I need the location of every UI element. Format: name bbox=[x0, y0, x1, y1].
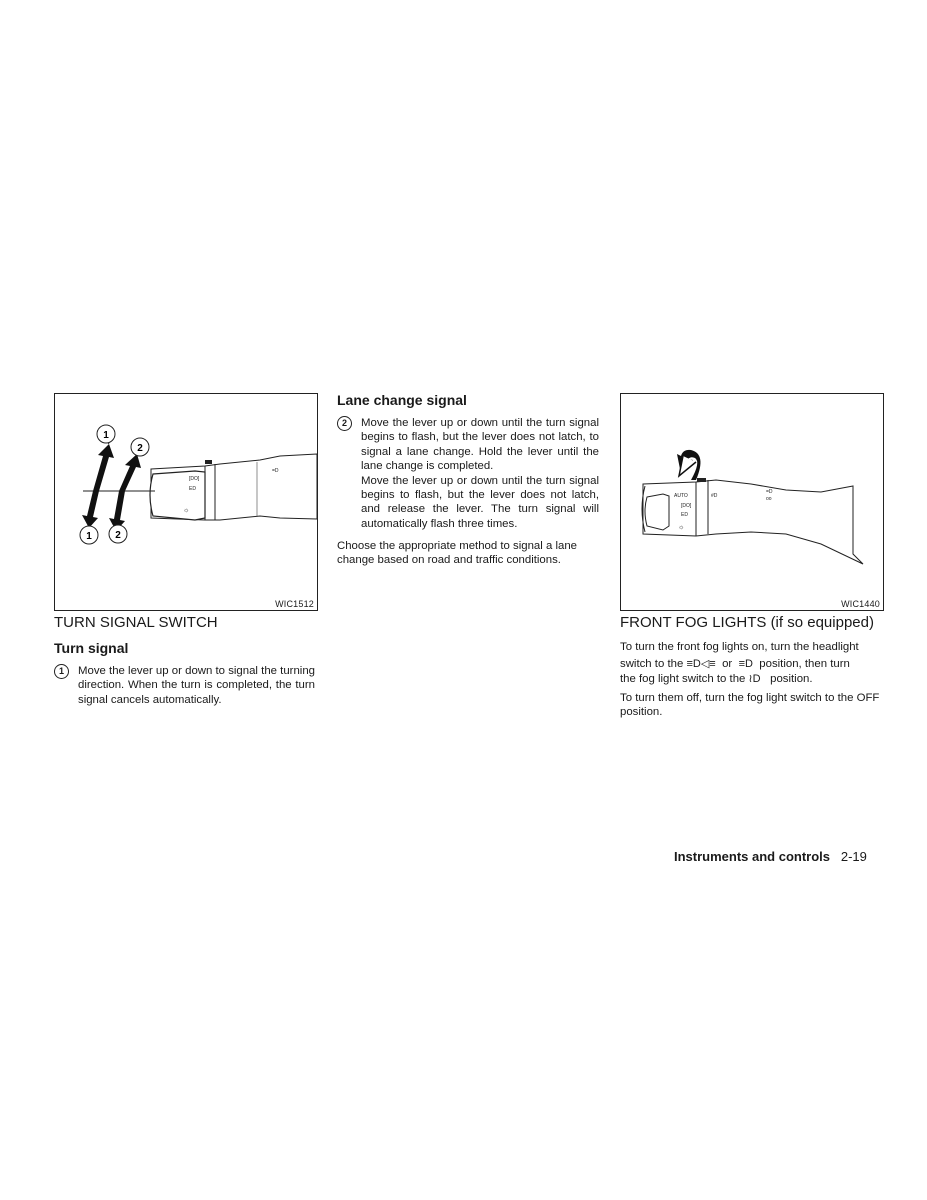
fog-on-line-1: To turn the front fog lights on, turn the headlight bbox=[620, 641, 859, 653]
svg-text:#D: #D bbox=[711, 493, 718, 499]
svg-text:oo: oo bbox=[766, 496, 772, 502]
footer-section-title: Instruments and controls bbox=[674, 849, 831, 864]
turn-signal-step-text: Move the lever up or down to signal the turning direction. When the turn is completed, the turn signal cancels automatically. bbox=[78, 665, 315, 706]
turn-signal-step bbox=[54, 664, 315, 707]
lane-change-subheading: Lane change signal bbox=[337, 392, 467, 408]
turn-signal-lever-illustration bbox=[55, 394, 317, 610]
lane-change-step bbox=[337, 416, 599, 531]
fog-on-text-switch: switch to the bbox=[620, 658, 684, 671]
fog-light-icon: ≀D bbox=[748, 672, 761, 685]
turn-signal-switch-heading: TURN SIGNAL SWITCH bbox=[54, 614, 218, 631]
fog-on-text-position: position. bbox=[770, 672, 813, 685]
fog-on-text-or: or bbox=[722, 658, 733, 671]
svg-text:ED: ED bbox=[681, 512, 688, 518]
page-footer bbox=[674, 849, 867, 864]
headlight-icon: ≡D◁≡ bbox=[686, 658, 716, 671]
fog-light-lever-illustration bbox=[621, 394, 883, 610]
lane-change-step-text-1: Move the lever up or down until the turn signal begins to flash, but the lever does not latch, to signal a lane change. Hold the lever until the lane change is completed. bbox=[361, 417, 599, 473]
step-number-badge: 1 bbox=[54, 664, 69, 679]
fog-on-paragraph bbox=[620, 640, 882, 686]
fog-on-text-fog-switch: the fog light switch to the bbox=[620, 672, 746, 685]
fog-on-text-then: position, then turn bbox=[759, 658, 850, 671]
low-beam-icon: ≡D bbox=[738, 658, 753, 671]
svg-text:[DO]: [DO] bbox=[681, 503, 692, 509]
front-fog-lights-heading: FRONT FOG LIGHTS (if so equipped) bbox=[620, 614, 874, 631]
step-number-badge: 2 bbox=[337, 416, 352, 431]
turn-signal-figure bbox=[54, 393, 318, 611]
svg-text:[DO]: [DO] bbox=[189, 476, 200, 482]
figure-code: WIC1440 bbox=[841, 599, 880, 609]
svg-text:2: 2 bbox=[115, 530, 121, 541]
svg-text:☼: ☼ bbox=[678, 524, 685, 531]
fog-off-paragraph: To turn them off, turn the fog light switch to the OFF position. bbox=[620, 692, 880, 719]
svg-text:ED: ED bbox=[189, 486, 196, 492]
svg-text:1: 1 bbox=[86, 531, 92, 542]
svg-text:☼: ☼ bbox=[183, 507, 190, 514]
svg-text:=D: =D bbox=[272, 468, 279, 474]
svg-text:=D: =D bbox=[766, 489, 773, 495]
fog-light-figure bbox=[620, 393, 884, 611]
footer-page-number: 2-19 bbox=[840, 849, 867, 864]
figure-code: WIC1512 bbox=[275, 599, 314, 609]
svg-text:AUTO: AUTO bbox=[674, 493, 688, 499]
svg-text:2: 2 bbox=[137, 443, 143, 454]
lane-change-step-text-2: Move the lever up or down until the turn signal begins to flash, but the lever does not latch, and release the lever. The turn signal will automatically flash three times. bbox=[361, 474, 599, 530]
turn-signal-subheading: Turn signal bbox=[54, 640, 129, 656]
lane-change-closing: Choose the appropriate method to signal a lane change based on road and traffic conditions. bbox=[337, 540, 577, 567]
svg-text:1: 1 bbox=[103, 430, 109, 441]
